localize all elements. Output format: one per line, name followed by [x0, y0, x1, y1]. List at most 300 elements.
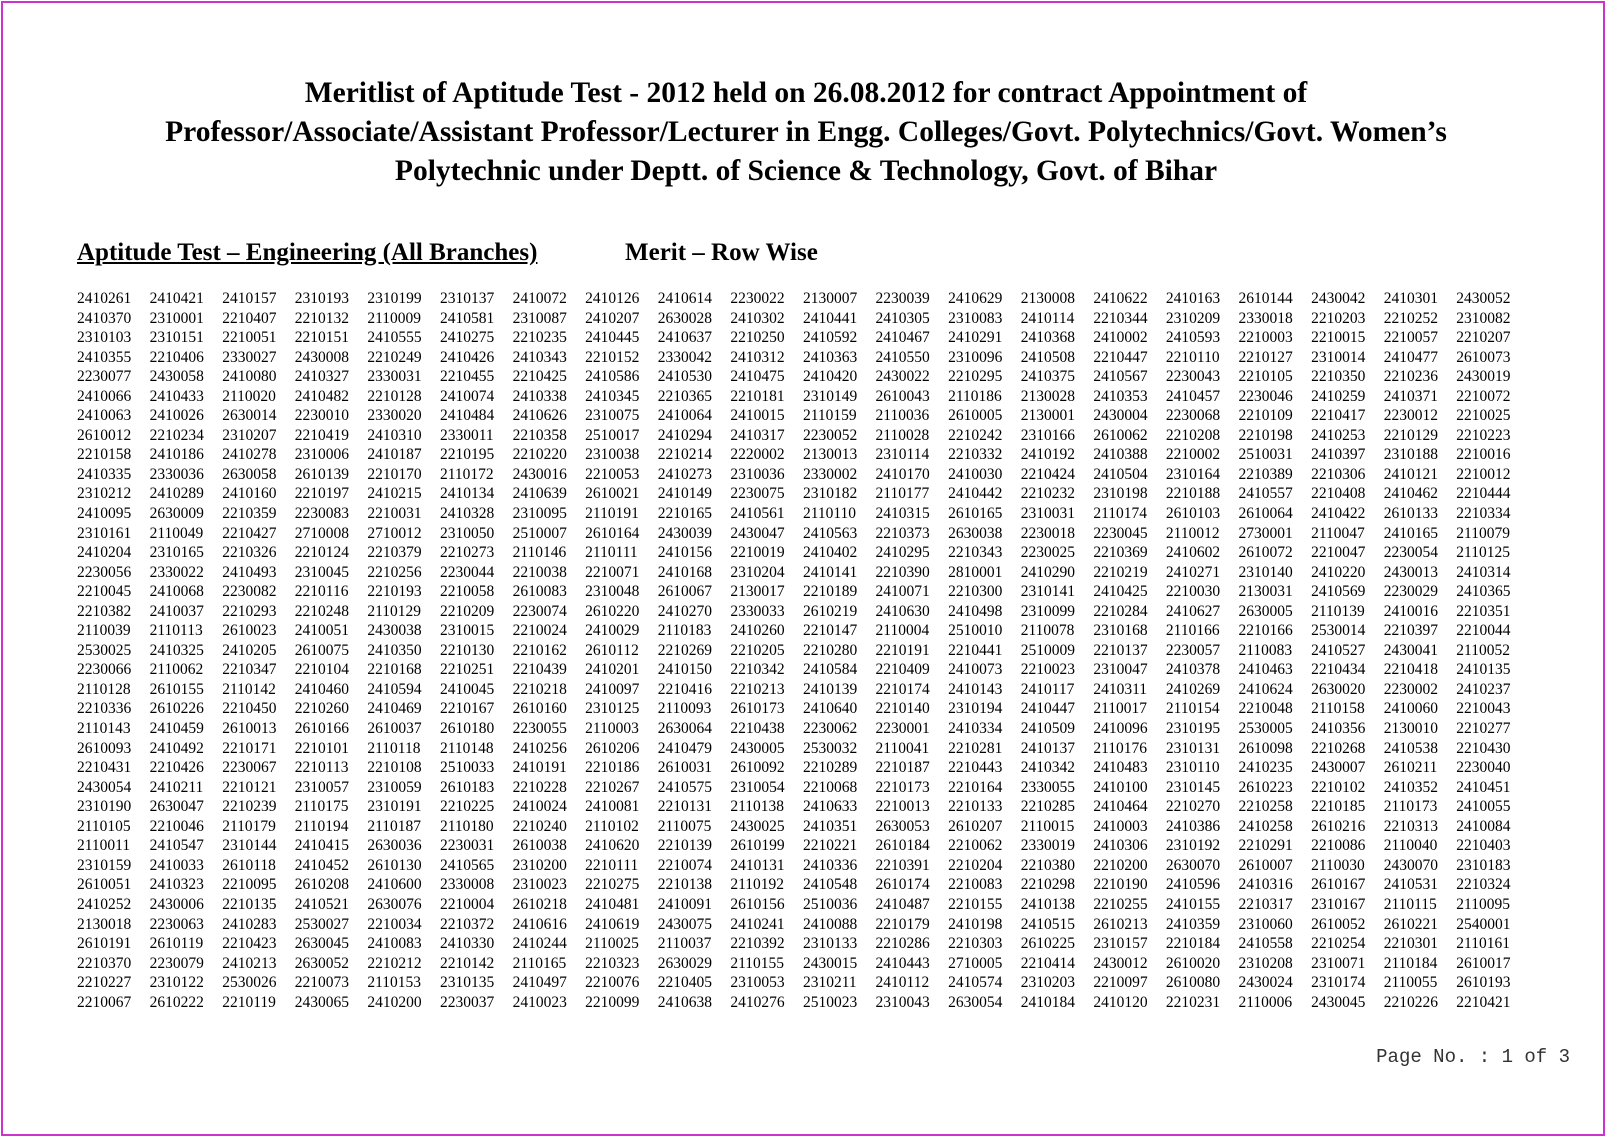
merit-list-grid [77, 289, 1529, 1012]
roll-number-cell: 2110078 [1020, 622, 1075, 640]
roll-number-cell: 2510010 [948, 622, 1003, 640]
roll-number-cell: 2410352 [1383, 778, 1438, 796]
roll-number-cell: 2410463 [1238, 661, 1293, 679]
roll-number-cell: 2410388 [1093, 446, 1148, 464]
roll-number-cell: 2410305 [875, 309, 930, 327]
roll-number-cell: 2410447 [1020, 700, 1075, 718]
roll-number-cell: 2330027 [222, 348, 277, 366]
roll-number-cell: 2230029 [1383, 583, 1438, 601]
roll-number-cell: 2230040 [1456, 759, 1511, 777]
roll-number-cell: 2310075 [585, 407, 640, 425]
roll-number-cell: 2210130 [439, 641, 495, 659]
roll-number-cell: 2610166 [294, 720, 350, 738]
roll-number-cell: 2410149 [657, 485, 712, 503]
roll-number-cell: 2610020 [1165, 954, 1221, 972]
roll-number-cell: 2330055 [1020, 778, 1075, 796]
roll-number-cell: 2410315 [875, 505, 930, 523]
roll-number-cell: 2610043 [875, 387, 930, 405]
roll-number-cell: 2110129 [367, 602, 422, 620]
roll-number-cell: 2410550 [875, 348, 930, 366]
roll-number-cell: 2410327 [294, 368, 350, 386]
roll-number-cell: 2430008 [294, 348, 350, 366]
roll-number-cell: 2410072 [512, 290, 567, 307]
roll-number-cell: 2410275 [439, 329, 495, 347]
roll-number-cell: 2610167 [1311, 876, 1366, 894]
roll-number-cell: 2410294 [657, 426, 712, 444]
roll-number-cell: 2610093 [77, 739, 132, 757]
roll-number-cell: 2610031 [657, 759, 712, 777]
document-title [60, 74, 1552, 191]
roll-number-cell: 2110191 [585, 505, 639, 523]
roll-number-cell: 2630036 [367, 837, 422, 855]
roll-number-cell: 2210430 [1456, 739, 1511, 757]
roll-number-cell: 2330042 [657, 348, 712, 366]
roll-number-cell: 2410638 [657, 993, 712, 1011]
roll-number-cell: 2210373 [875, 524, 930, 542]
roll-number-cell: 2110093 [657, 700, 712, 718]
roll-number-cell: 2610208 [294, 876, 350, 894]
roll-number-cell: 2210359 [222, 505, 277, 523]
roll-number-cell: 2410184 [1020, 993, 1075, 1011]
roll-number-cell: 2210406 [149, 348, 204, 366]
roll-number-cell: 2410493 [222, 563, 277, 581]
roll-number-cell: 2210295 [948, 368, 1003, 386]
roll-number-cell: 2410137 [1020, 739, 1075, 757]
roll-number-cell: 2110186 [948, 387, 1002, 405]
roll-number-cell: 2610021 [585, 485, 640, 503]
roll-number-cell: 2310103 [77, 329, 132, 347]
roll-number-cell: 2210269 [657, 641, 712, 659]
roll-number-cell: 2410260 [730, 622, 785, 640]
roll-number-cell: 2410452 [294, 856, 350, 874]
roll-number-cell: 2430012 [1093, 954, 1148, 972]
roll-number-cell: 2210326 [222, 544, 277, 562]
roll-number-cell: 2210045 [77, 583, 132, 601]
roll-number-cell: 2410627 [1165, 602, 1221, 620]
roll-number-cell: 2310095 [512, 505, 567, 523]
roll-number-cell: 2210336 [77, 700, 132, 718]
roll-number-cell: 2410097 [585, 680, 640, 698]
roll-number-cell: 2210226 [1383, 993, 1438, 1011]
roll-number-cell: 2310194 [948, 700, 1003, 718]
roll-number-cell: 2610062 [1093, 426, 1148, 444]
roll-number-cell: 2210365 [657, 387, 712, 405]
roll-number-cell: 2310193 [294, 290, 350, 307]
roll-number-cell: 2210372 [439, 915, 495, 933]
roll-number-cell: 2410508 [1020, 348, 1075, 366]
roll-number-cell: 2230052 [802, 426, 858, 444]
roll-number-cell: 2210044 [1456, 622, 1511, 640]
roll-number-cell: 2410365 [1456, 583, 1511, 601]
roll-number-cell: 2410475 [730, 368, 785, 386]
roll-number-cell: 2410481 [585, 895, 640, 913]
roll-number-cell: 2410045 [439, 680, 495, 698]
roll-number-cell: 2330020 [367, 407, 422, 425]
roll-number-cell: 2210281 [948, 739, 1003, 757]
roll-number-cell: 2210171 [222, 739, 277, 757]
roll-number-cell: 2410030 [948, 465, 1003, 483]
roll-number-cell: 2210220 [512, 446, 567, 464]
roll-number-cell: 2410055 [1456, 798, 1511, 816]
roll-number-cell: 2110139 [1311, 602, 1365, 620]
roll-number-cell: 2410515 [1020, 915, 1075, 933]
roll-number-cell: 2410310 [367, 426, 422, 444]
roll-number-cell: 2210152 [585, 348, 640, 366]
roll-number-cell: 2410548 [802, 876, 858, 894]
roll-number-cell: 2110148 [439, 739, 494, 757]
roll-number-cell: 2230074 [512, 602, 567, 620]
roll-number-cell: 2210185 [1311, 798, 1366, 816]
roll-number-cell: 2310211 [802, 974, 857, 992]
roll-number-cell: 2210121 [222, 778, 277, 796]
roll-number-cell: 2410295 [875, 544, 930, 562]
roll-number-cell: 2210119 [222, 993, 276, 1011]
roll-number-cell: 2210170 [367, 465, 422, 483]
roll-number-cell: 2410569 [1311, 583, 1366, 601]
roll-number-cell: 2110037 [657, 935, 712, 953]
roll-number-cell: 2210317 [1238, 895, 1293, 913]
roll-number-cell: 2210034 [367, 915, 422, 933]
roll-number-cell: 2410402 [802, 544, 858, 562]
roll-number-cell: 2610221 [1383, 915, 1438, 933]
roll-number-cell: 2110075 [657, 817, 712, 835]
roll-number-cell: 2210242 [948, 426, 1003, 444]
roll-number-cell: 2210414 [1020, 954, 1075, 972]
roll-number-cell: 2210251 [439, 661, 495, 679]
roll-number-cell: 2210254 [1311, 935, 1366, 953]
roll-number-cell: 2210191 [875, 641, 930, 659]
roll-number-cell: 2410317 [730, 426, 785, 444]
roll-number-cell: 2210425 [512, 368, 567, 386]
roll-number-cell: 2410143 [948, 680, 1003, 698]
roll-number-cell: 2410356 [1311, 720, 1366, 738]
roll-number-cell: 2310135 [439, 974, 495, 992]
roll-number-cell: 2310036 [730, 465, 785, 483]
roll-number-cell: 2110183 [657, 622, 712, 640]
roll-number-cell: 2110017 [1093, 700, 1147, 718]
roll-number-cell: 2410325 [149, 641, 204, 659]
roll-number-cell: 2230002 [1383, 680, 1438, 698]
roll-number-cell: 2210043 [1456, 700, 1511, 718]
roll-number-cell: 2410064 [657, 407, 712, 425]
roll-number-cell: 2430039 [657, 524, 712, 542]
roll-number-cell: 2610083 [512, 583, 567, 601]
roll-number-cell: 2210219 [1093, 563, 1148, 581]
roll-number-cell: 2410345 [585, 387, 640, 405]
roll-number-cell: 2210358 [512, 426, 567, 444]
roll-number-cell: 2210313 [1383, 817, 1438, 835]
roll-number-cell: 2310038 [585, 446, 640, 464]
roll-number-cell: 2310087 [512, 309, 567, 327]
roll-number-cell: 2210260 [294, 700, 350, 718]
roll-number-cell: 2730001 [1238, 524, 1293, 542]
roll-number-cell: 2210168 [367, 661, 422, 679]
roll-number-cell: 2110184 [1383, 954, 1438, 972]
roll-number-cell: 2210188 [1165, 485, 1221, 503]
roll-number-cell: 2410187 [367, 446, 422, 464]
roll-number-cell: 2210047 [1311, 544, 1366, 562]
roll-number-cell: 2410574 [948, 974, 1003, 992]
roll-number-cell: 2310209 [1165, 309, 1221, 327]
roll-number-cell: 2410593 [1165, 329, 1221, 347]
roll-number-cell: 2210053 [585, 465, 640, 483]
roll-number-cell: 2210203 [1311, 309, 1366, 327]
roll-number-cell: 2210046 [149, 817, 204, 835]
roll-number-cell: 2410155 [1165, 895, 1221, 913]
roll-number-cell: 2810001 [948, 563, 1003, 581]
roll-number-cell: 2210407 [222, 309, 277, 327]
roll-number-cell: 2510023 [802, 993, 858, 1011]
roll-number-cell: 2410024 [512, 798, 567, 816]
roll-number-cell: 2410270 [657, 602, 712, 620]
roll-number-cell: 2410201 [585, 661, 640, 679]
roll-number-cell: 2410135 [1456, 661, 1511, 679]
roll-number-cell: 2410302 [730, 309, 785, 327]
roll-number-cell: 2310131 [1165, 739, 1221, 757]
roll-number-cell: 2210268 [1311, 739, 1366, 757]
roll-number-cell: 2630038 [948, 524, 1003, 542]
roll-number-cell: 2210190 [1093, 876, 1148, 894]
roll-number-cell: 2410420 [802, 368, 858, 386]
roll-number-cell: 2210441 [948, 641, 1003, 659]
roll-number-cell: 2110146 [512, 544, 567, 562]
roll-number-cell: 2210285 [1020, 798, 1075, 816]
roll-number-cell: 2210099 [585, 993, 640, 1011]
roll-number-cell: 2110118 [367, 739, 421, 757]
roll-number-cell: 2430052 [1456, 290, 1511, 307]
roll-number-cell: 2210015 [1311, 329, 1366, 347]
roll-number-cell: 2210231 [1165, 993, 1221, 1011]
roll-number-cell: 2410639 [512, 485, 567, 503]
roll-number-cell: 2410592 [802, 329, 858, 347]
roll-number-cell: 2110055 [1383, 974, 1438, 992]
roll-number-cell: 2610165 [948, 505, 1003, 523]
roll-number-cell: 2210128 [367, 387, 422, 405]
roll-number-cell: 2410273 [657, 465, 712, 483]
roll-number-cell: 2310141 [1020, 583, 1075, 601]
roll-number-cell: 2210165 [657, 505, 712, 523]
roll-number-cell: 2310059 [367, 778, 422, 796]
roll-number-cell: 2210095 [222, 876, 277, 894]
roll-number-cell: 2610223 [1238, 778, 1293, 796]
roll-number-cell: 2610080 [1165, 974, 1221, 992]
roll-number-cell: 2110180 [439, 817, 494, 835]
roll-number-cell: 2410330 [439, 935, 495, 953]
roll-number-cell: 2310204 [730, 563, 785, 581]
roll-number-cell: 2210273 [439, 544, 495, 562]
roll-number-cell: 2610216 [1311, 817, 1366, 835]
roll-number-cell: 2410504 [1093, 465, 1148, 483]
roll-number-cell: 2210443 [948, 759, 1003, 777]
roll-number-cell: 2610023 [222, 622, 277, 640]
roll-number-cell: 2210334 [1456, 505, 1511, 523]
roll-number-cell: 2210164 [948, 778, 1003, 796]
roll-number-cell: 2410291 [948, 329, 1003, 347]
roll-number-cell: 2230063 [149, 915, 204, 933]
roll-number-cell: 2210234 [149, 426, 204, 444]
roll-number-cell: 2310114 [875, 446, 930, 464]
roll-number-cell: 2410023 [512, 993, 567, 1011]
roll-number-cell: 2310161 [77, 524, 132, 542]
roll-number-cell: 2310045 [294, 563, 350, 581]
roll-number-cell: 2210434 [1311, 661, 1366, 679]
roll-number-cell: 2410165 [1383, 524, 1438, 542]
roll-number-cell: 2410026 [149, 407, 204, 425]
roll-number-cell: 2110165 [512, 954, 567, 972]
roll-number-cell: 2210221 [802, 837, 858, 855]
roll-number-cell: 2130017 [730, 583, 785, 601]
roll-number-cell: 2130031 [1238, 583, 1293, 601]
roll-number-cell: 2210409 [875, 661, 930, 679]
roll-number-cell: 2310140 [1238, 563, 1293, 581]
roll-number-cell: 2410531 [1383, 876, 1438, 894]
roll-number-cell: 2210277 [1456, 720, 1511, 738]
roll-number-cell: 2410163 [1165, 290, 1221, 307]
roll-number-cell: 2410112 [875, 974, 930, 992]
roll-number-cell: 2210249 [367, 348, 422, 366]
roll-number-cell: 2110079 [1456, 524, 1510, 542]
roll-number-cell: 2410415 [294, 837, 350, 855]
roll-number-cell: 2310144 [222, 837, 277, 855]
roll-number-cell: 2410482 [294, 387, 350, 405]
merit-order-label: Merit – Row Wise [625, 239, 818, 266]
roll-number-cell: 2230077 [77, 368, 132, 386]
roll-number-cell: 2310149 [802, 387, 858, 405]
roll-number-cell: 2110158 [1311, 700, 1365, 718]
roll-number-cell: 2210256 [367, 563, 422, 581]
roll-number-cell: 2210189 [802, 583, 858, 601]
roll-number-cell: 2410596 [1165, 876, 1221, 894]
roll-number-cell: 2710005 [948, 954, 1003, 972]
roll-number-cell: 2210427 [222, 524, 277, 542]
roll-number-cell: 2230039 [875, 290, 930, 307]
roll-number-cell: 2410335 [77, 465, 132, 483]
roll-number-cell: 2430075 [657, 915, 712, 933]
roll-number-cell: 2410422 [1311, 505, 1366, 523]
roll-number-cell: 2630045 [294, 935, 350, 953]
roll-number-cell: 2410131 [730, 856, 785, 874]
roll-number-cell: 2110154 [1165, 700, 1220, 718]
roll-number-cell: 2230018 [1020, 524, 1075, 542]
roll-number-cell: 2310174 [1311, 974, 1366, 992]
roll-number-cell: 2630014 [222, 407, 277, 425]
roll-number-cell: 2210200 [1093, 856, 1148, 874]
roll-number-cell: 2210403 [1456, 837, 1511, 855]
roll-number-cell: 2210286 [875, 935, 930, 953]
roll-number-cell: 2410261 [77, 290, 132, 307]
roll-number-cell: 2110172 [439, 465, 494, 483]
roll-number-cell: 2210062 [948, 837, 1003, 855]
roll-number-cell: 2110039 [77, 622, 131, 640]
roll-number-cell: 2430045 [1311, 993, 1366, 1011]
roll-number-cell: 2210423 [222, 935, 277, 953]
roll-number-cell: 2210002 [1165, 446, 1221, 464]
roll-number-cell: 2210003 [1238, 329, 1293, 347]
roll-number-cell: 2410484 [439, 407, 495, 425]
roll-number-cell: 2610199 [730, 837, 785, 855]
roll-number-cell: 2410253 [1311, 426, 1366, 444]
roll-number-cell: 2410120 [1093, 993, 1148, 1011]
roll-number-cell: 2210444 [1456, 485, 1511, 503]
roll-number-cell: 2210051 [222, 329, 277, 347]
roll-number-cell: 2610130 [367, 856, 422, 874]
roll-number-cell: 2310048 [585, 583, 640, 601]
roll-number-cell: 2430004 [1093, 407, 1148, 425]
roll-number-cell: 2230046 [1238, 387, 1293, 405]
roll-number-cell: 2210147 [802, 622, 858, 640]
roll-number-cell: 2210013 [875, 798, 930, 816]
roll-number-cell: 2310195 [1165, 720, 1221, 738]
roll-number-cell: 2510036 [802, 895, 858, 913]
roll-number-cell: 2210140 [875, 700, 930, 718]
roll-number-cell: 2310168 [1093, 622, 1148, 640]
roll-number-cell: 2610092 [730, 759, 785, 777]
roll-number-cell: 2210193 [367, 583, 422, 601]
roll-number-cell: 2210369 [1093, 544, 1148, 562]
roll-number-cell: 2110179 [222, 817, 276, 835]
roll-number-cell: 2410002 [1093, 329, 1148, 347]
roll-number-cell: 2610118 [222, 856, 276, 874]
roll-number-cell: 2310165 [149, 544, 204, 562]
roll-number-cell: 2530005 [1238, 720, 1293, 738]
roll-number-cell: 2410338 [512, 387, 567, 405]
roll-number-cell: 2410386 [1165, 817, 1221, 835]
roll-number-cell: 2210208 [1165, 426, 1221, 444]
roll-number-cell: 2410323 [149, 876, 204, 894]
roll-number-cell: 2210405 [657, 974, 712, 992]
roll-number-cell: 2210370 [77, 954, 132, 972]
roll-number-cell: 2410139 [802, 680, 858, 698]
roll-number-cell: 2610160 [512, 700, 567, 718]
roll-number-cell: 2210291 [1238, 837, 1293, 855]
roll-number-cell: 2210223 [1456, 426, 1511, 444]
roll-number-cell: 2210025 [1456, 407, 1511, 425]
roll-number-cell: 2110128 [77, 680, 131, 698]
roll-number-cell: 2410351 [802, 817, 858, 835]
roll-number-cell: 2310183 [1456, 856, 1511, 874]
roll-number-cell: 2210104 [294, 661, 350, 679]
roll-number-cell: 2410244 [512, 935, 567, 953]
roll-number-cell: 2410530 [657, 368, 712, 386]
roll-number-cell: 2110166 [1165, 622, 1220, 640]
roll-number-cell: 2210173 [875, 778, 930, 796]
roll-number-cell: 2610220 [585, 602, 640, 620]
roll-number-cell: 2130007 [802, 290, 858, 307]
roll-number-cell: 2230082 [222, 583, 277, 601]
roll-number-cell: 2410614 [657, 290, 712, 307]
roll-number-cell: 2110105 [77, 817, 131, 835]
roll-number-cell: 2430016 [512, 465, 567, 483]
roll-number-cell: 2210450 [222, 700, 277, 718]
roll-number-cell: 2610072 [1238, 544, 1293, 562]
roll-number-cell: 2230045 [1093, 524, 1148, 542]
roll-number-cell: 2210072 [1456, 387, 1511, 405]
roll-number-cell: 2610219 [802, 602, 858, 620]
roll-number-cell: 2210212 [367, 954, 422, 972]
roll-number-cell: 2110009 [367, 309, 422, 327]
roll-number-cell: 2310166 [1020, 426, 1075, 444]
roll-number-cell: 2210209 [439, 602, 495, 620]
roll-number-cell: 2310083 [948, 309, 1003, 327]
roll-number-cell: 2310060 [1238, 915, 1293, 933]
roll-number-cell: 2210110 [1165, 348, 1220, 366]
roll-number-cell: 2110062 [149, 661, 204, 679]
roll-number-cell: 2110006 [1238, 993, 1293, 1011]
roll-number-cell: 2310192 [1165, 837, 1221, 855]
roll-number-cell: 2410630 [875, 602, 930, 620]
roll-number-cell: 2210252 [1383, 309, 1438, 327]
roll-number-cell: 2430042 [1311, 290, 1366, 307]
